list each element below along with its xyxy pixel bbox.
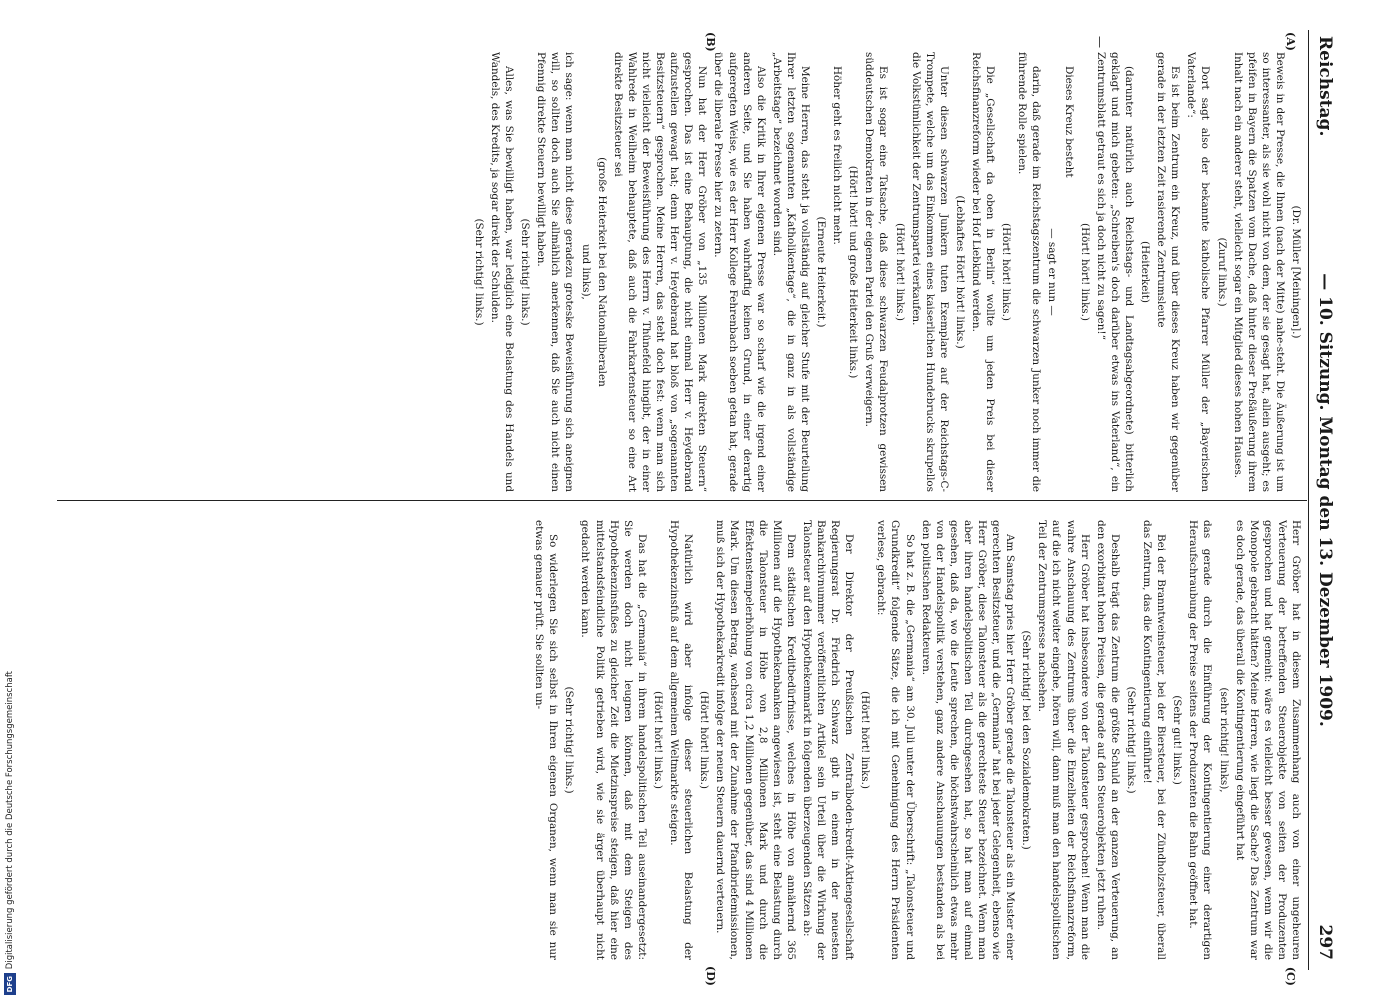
interjection: (Sehr richtig! links.) xyxy=(1124,686,1137,794)
paragraph: Meine Herren, das steht ja vollständig auf gleicher Stufe mit der Beurteilung Ihrer letzten sogenannten „Katholikentage“, die in ganz in als vollständige „Arbeitstage“ bezeichnet worden sind. xyxy=(770,52,811,492)
paragraph: Nun hat der Herr Gröber von „135 Millionen Mark direkten Steuern“ gesprochen. Das ist eine Behauptung, die nicht einmal Herr v. Heydebrand aufzustellen gewagt hat; denn Herr v. Heydebrand hat bloß von „sogenannten Besitzsteuern“ gesprochen. Meine Herren, das steht doch fest: wenn man sich nicht vielleicht der Beweisführung des Herrn v. Thünefeld hingibt, der in einer Wahlrede in Weilheim behauptete, daß auch die Fahrkartensteuer so eine Art direkte Besitzsteuer sei xyxy=(611,52,708,492)
margin-mark-d: (D) xyxy=(703,966,717,986)
paragraph: Bei der Branntweinsteuer, bei der Biersteuer, bei der Zündholzsteuer, überall das Zentrum, das die Kontingentierung einführte! xyxy=(1140,520,1167,960)
interjection: (Sehr richtig! links.) xyxy=(518,218,531,326)
paragraph: Dem städtischen Kreditbedürfnisse, welches in Höhe von annähernd 365 Millionen auf die Hypothekenbanken angewiesen ist, steht eine Belastung durch die Talonsteuer in Höhe von 2,8 Millionen Mark und durch die Effektenstempelerhöhung von circa 1,2 Millionen gegenüber, das sind 4 Millionen Mark. Um diesen Betrag, wachsend mit der Zunahme der Pfandbriefemissionen, muß sich der Hypothekarkredit infolge der neuen Steuern dauernd verteuern. xyxy=(713,520,797,960)
interjection: (Hört! hört! links.) xyxy=(893,223,906,321)
paragraph: Deshalb trägt das Zentrum die größte Schuld an der ganzen Verteuerung, an den exorbitant hohen Preisen, die gerade auf den Steuerobjekten jetzt ruhen. xyxy=(1094,520,1121,960)
paragraph: Das hat die „Germania“ in ihrem handelspolitischen Teil auseinandergesetzt: Sie werden doch nicht leugnen können, daß mit dem Steigen des Hypothekenzinsfußes zu gleicher Zeit die Mietzinspreise steigen, daß hier eine mittelstandsfeindliche Politik getrieben wird, wie sie ärger überhaupt nicht gedacht werden kann. xyxy=(579,520,648,960)
interjection: (Hört! hört! links.) xyxy=(651,691,664,789)
column-divider xyxy=(57,500,1307,501)
paragraph: Alles, was Sie bewilligt haben, war lediglich eine Belastung des Handels und Wandels, des Kredits, ja sogar direkt der Schulden. xyxy=(488,52,515,492)
interjection: (Hört! hört! und große Heiterkeit links.) xyxy=(846,165,859,379)
interjection: (Hört! hört! links.) xyxy=(1078,223,1091,321)
paragraph: Herr Gröber hat insbesondere von der Talonsteuer gesprochen! Wenn man die wahre Anschauung des Zentrums über die Einzelheiten der Reichsfinanzreform, auf die ich nicht weiter eingehe, hören will, dann muß man den handelspolitischen Teil der Zentrumspresse nachsehen. xyxy=(1035,520,1091,960)
margin-mark-b: (B) xyxy=(703,32,717,52)
digitization-credit xyxy=(3,40,17,995)
interjection: (Hört! hört! links.) xyxy=(858,691,871,789)
interjection: (Zuruf links.) xyxy=(1215,237,1228,307)
margin-mark-c: (C) xyxy=(1283,966,1297,986)
interjection: (Sehr richtig! links.) xyxy=(562,686,575,794)
paragraph: Am Samstag pries hier Herr Gröber gerade die Talonsteuer als ein Muster einer gerechten Besitzsteuer, und die „Germania“ hat bei jeder Gelegenheit, ebenso wie Herr Gröber, diese Talonsteuer als die gerechteste Steuer bezeichnet. Wenn man aber ihren handelspolitischen Teil durchgesehen hat, so hat man auf einmal gesehen, daß da, wo die Leute sprechen, die höchstwahrscheinlich etwas mehr von der Handelspolitik verstehen, ganz andere Anschauungen bestanden als bei den politischen Redakteuren. xyxy=(919,520,1016,960)
margin-mark-a: (A) xyxy=(1283,32,1297,51)
running-head-session: — 10. Sitzung. Montag den 13. Dezember 1909. xyxy=(1314,273,1335,727)
paragraph: Es ist beim Zentrum ein Kreuz, und über dieses Kreuz haben wir gegenüber gerade in der letzten Zeit rasierende Zentrumsleute xyxy=(1154,52,1181,492)
paragraph: Unter diesen schwarzen Junkern tuten Exemplare auf der Reichstags-C-Trompete, welche um das Einkommen eines kaiserlichen Hundebrucks skrupellos die Volkstümlichkeit der Zentrumspartei verkaufen. xyxy=(909,52,950,492)
interjection: (große Heiterkeit bei den Nationalliberalen xyxy=(595,157,608,387)
interjection: und links), xyxy=(579,244,592,300)
paragraph: Dort sagt also der bekannte katholische Pfarrer Müller der „Bayerischen Vaterlande“: xyxy=(1184,52,1211,492)
running-head xyxy=(1311,30,1337,970)
interjection: (Sehr gut! links.) xyxy=(1170,695,1183,785)
paragraph: Höher geht es freilich nicht mehr. xyxy=(830,66,843,245)
interjection: (Lebhaftes Hört! hört! links.) xyxy=(953,195,966,349)
dfg-logo xyxy=(4,973,16,995)
paragraph: das gerade durch die Einführung der Kontingentierung einer derartigen Heraufschraubung der Preise seitens der Produzenten die Bahn geöffnet hat. xyxy=(1186,520,1213,960)
page-number: 297 xyxy=(1314,924,1335,960)
interjection: (Erneute Heiterkeit.) xyxy=(814,216,827,328)
paragraph: Herr Gröber hat in diesem Zusammenhang auch von einer ungeheuren Verteuerung der betreffenden Steuerobjekte von seiten der Produzenten gesprochen und hat gemeint: wäre es vielleicht besser gewesen, wenn wir die Monopole gebracht hätten? Meine Herren, wie liegt die Sache? Das Zentrum war es doch gerade, das überall die Kontingentierung eingeführt hat xyxy=(1233,520,1302,960)
running-head-title: Reichstag. xyxy=(1314,36,1335,137)
paragraph: darin, daß gerade im Reichstagszentrum die schwarzen Junker noch immer die führende Rolle spielen. xyxy=(1015,52,1042,492)
paragraph: So hat z. B. die „Germania“ am 30. Juli unter der Überschrift: „Talonsteuer und Grundkredit“ folgende Sätze, die ich mit Genehmigung des Herrn Präsidenten verlese, gebracht: xyxy=(874,520,916,960)
interjection: — sagt er nun — xyxy=(1046,228,1058,316)
left-column xyxy=(63,52,1303,492)
paragraph: So widerlegen Sie sich selbst in Ihren eigenen Organen, wenn man sie nur etwas genauer prüft. Sie sollten un- xyxy=(532,520,559,960)
margin-dash: — xyxy=(1092,36,1107,48)
interjection: (Sehr richtig! links.) xyxy=(472,218,485,326)
paragraph: Also die Kritik in Ihrer eigenen Presse war so scharf wie die irgend einer anderen Seite, und Sie haben wahrhaftig keinen Grund, in einer derartig aufgeregten Weise, wie es der Herr Kollege Fehrenbach soeben getan hat, gerade über die liberale Presse hier zu zetern. xyxy=(711,52,767,492)
paragraph: Die „Gesellschaft da oben in Berlin“ wollte um jeden Preis bei dieser Reichsfinanzreform wieder bei Hof Liebkind werden. xyxy=(969,52,996,492)
paragraph: Dieses Kreuz besteht xyxy=(1062,66,1075,178)
header-rule xyxy=(1308,30,1309,970)
paragraph: ich sage: wenn man nicht diese geradezu groteske Beweisführung sich aneignen will, so sollten doch auch Sie allmählich anerkennen, daß Sie auch nicht einen Pfennig direkte Steuern bewilligt haben. xyxy=(534,52,575,492)
paragraph: Der Direktor der Preußischen Zentralboden-kredit-Aktiengesellschaft Regierungsrat Dr. Friedrich Schwarz gibt in einem in der neuesten Bankarchivnummer veröffentlichten Artikel sein Urteil über die Wirkung der Talonsteuer auf den Hypothekenmarkt in folgenden überzeugenden Sätzen ab: xyxy=(800,520,855,960)
interjection: (sehr richtig! links), xyxy=(1217,687,1230,793)
dfg-logo-text: DFG xyxy=(6,975,14,993)
interjection: (Heiterkeit) xyxy=(1138,241,1151,303)
interjection: (Dr. Müller [Meiningen].) xyxy=(1289,205,1302,339)
interjection: (Hört! hört! links.) xyxy=(999,223,1012,321)
interjection: (Sehr richtig! bei den Sozialdemokraten.) xyxy=(1019,630,1032,850)
right-column xyxy=(63,520,1303,960)
interjection: (Hört! hört! links.) xyxy=(697,691,710,789)
paragraph: (darunter natürlich auch Reichstags- und Landtagsabgeordnete) bitterlich geklagt und mich gebeten: „Schreiben's doch darüber etwas ins Vaterland“, ein Zentrumsblatt getraut es sich ja doch nicht zu sagen!“ xyxy=(1094,52,1135,492)
paragraph: Es ist sogar eine Tatsache, daß diese schwarzen Feudalprotzen gewissen süddeutschen Demokraten in der eigenen Partei den Gruß verweigern. xyxy=(862,52,889,492)
dfg-credit-text: Digitalisierung gefördert durch die Deutsche Forschungsgemeinschaft xyxy=(5,670,15,969)
paragraph: Beweis in der Presse, die Ihnen (nach der Mitte) nahe-steht. Die Äußerung ist um so interessanter, als sie wohl nicht von dem, der sie gesagt hat, allein ausgeht; es pfeifen in Bayern die Spatzen vom Dache, daß hinter dieser Preßäußerung ihrem Inhalt nach ein anderer steht, vielleicht sogar ein Mitglied dieses hohen Hauses. xyxy=(1231,52,1286,492)
paragraph: Natürlich wird aber infolge dieser steuerlichen Belastung der Hypothekenzinsfuß auf dem allgemeinen Weltmarkte steigen. xyxy=(667,520,694,960)
document-page xyxy=(47,30,1337,986)
